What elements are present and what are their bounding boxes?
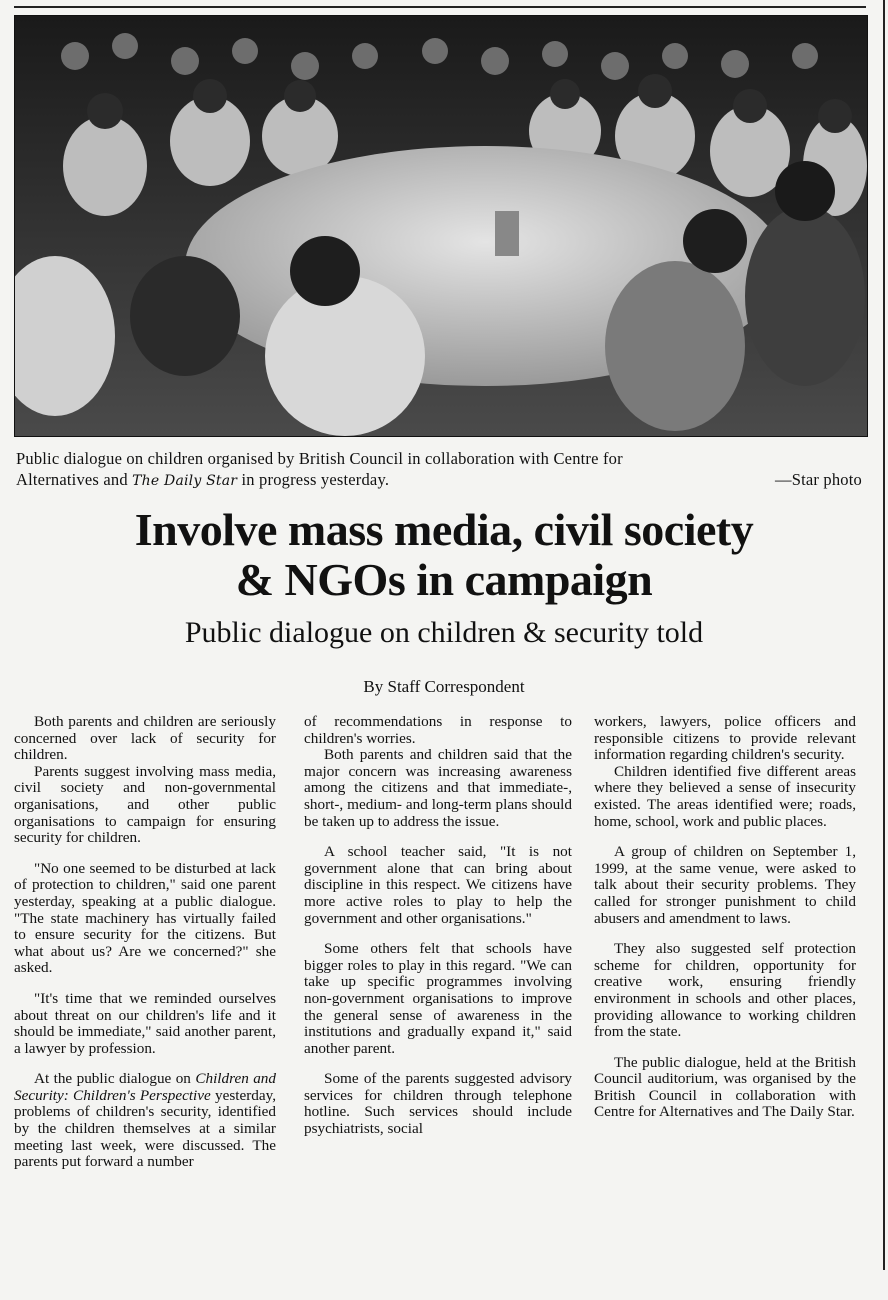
photo-illustration (15, 16, 867, 436)
headline-line-1: Involve mass media, civil society (134, 504, 754, 555)
photo-credit: —Star photo (775, 470, 862, 489)
paragraph (14, 1071, 276, 1171)
headline (0, 505, 888, 605)
caption-line-1: Public dialogue on children organised by British Council in collaboration with Centre for (16, 449, 623, 468)
paragraph: of recommendations in response to children's worries. (304, 713, 572, 747)
paragraph: The public dialogue, held at the British Council auditorium, was organised by the British Council in collaboration with Centre for Alternatives and The Daily Star. (594, 1053, 856, 1121)
byline: By Staff Correspondent (363, 677, 525, 696)
paragraph: Some of the parents suggested advisory services for children through telephone hotline. Such services should include psychiatrists, social (304, 1070, 572, 1138)
article-column-2 (304, 714, 572, 1138)
news-photo (14, 15, 868, 437)
paragraph: Children identified five different areas where they believed a sense of insecurity existed. The areas identified were; roads, home, school, work and public places. (594, 762, 856, 830)
paragraph: "No one seemed to be disturbed at lack of protection to children," said one parent yesterday, speaking at a public dialogue. "The state machinery has virtually failed to ensure security for the citizens. But what about us? Are we concerned?" she asked. (14, 859, 276, 977)
caption-text-b: in progress yesterday. (237, 470, 390, 489)
event-title: Children and Security: Children's Perspective (14, 1070, 276, 1104)
article-column-3 (594, 714, 856, 1121)
paragraph: Both parents and children are seriously concerned over lack of security for children. (14, 713, 276, 764)
top-rule (14, 6, 866, 8)
caption-text-a: Alternatives and (16, 470, 133, 489)
paragraph: Both parents and children said that the major concern was increasing awareness among the citizens and that immediate-, short-, medium- and long-term plans should be taken up to address the issue. (304, 746, 572, 830)
paragraph: Parents suggest involving mass media, civil society and non-governmental organisations, and other public organisations to campaign for ensuring security for children. (14, 762, 276, 847)
paragraph: workers, lawyers, police officers and responsible citizens to provide relevant information regarding children's security. (594, 713, 856, 764)
article-column-1 (14, 714, 276, 1171)
photo-caption (16, 448, 862, 492)
paragraph: They also suggested self protection scheme for children, opportunity for creative work, ensuring friendly environment in schools and other places, providing allowance to working children from the state. (594, 940, 856, 1041)
text-run: yesterday, problems of children's security, identified by the children themselves at a similar meeting last week, were discussed. The parents put forward a number (14, 1086, 276, 1171)
paragraph: "It's time that we reminded ourselves about threat on our children's life and it should be immediate," said another parent, a lawyer by profession. (14, 989, 276, 1057)
caption-line-2 (16, 469, 862, 492)
text-run: At the public dialogue on (34, 1070, 196, 1088)
paragraph: A school teacher said, "It is not government alone that can bring about discipline in this respect. We citizens have more active roles to play to help the government and other organisations." (304, 843, 572, 927)
paragraph: Some others felt that schools have bigger roles to play in this regard. "We can take up specific programmes involving non-government organisations to improve the general sense of awareness in the institutions and gradually expand it," said another parent. (304, 940, 572, 1057)
subheadline: Public dialogue on children & security told (184, 616, 704, 649)
daily-star-logo-text: The Daily Star (132, 473, 238, 489)
paragraph: A group of children on September 1, 1999, at the same venue, were asked to talk about their security problems. They called for stronger punishment to child abusers and amendment to laws. (594, 843, 856, 927)
headline-line-2: & NGOs in campaign (235, 554, 653, 605)
